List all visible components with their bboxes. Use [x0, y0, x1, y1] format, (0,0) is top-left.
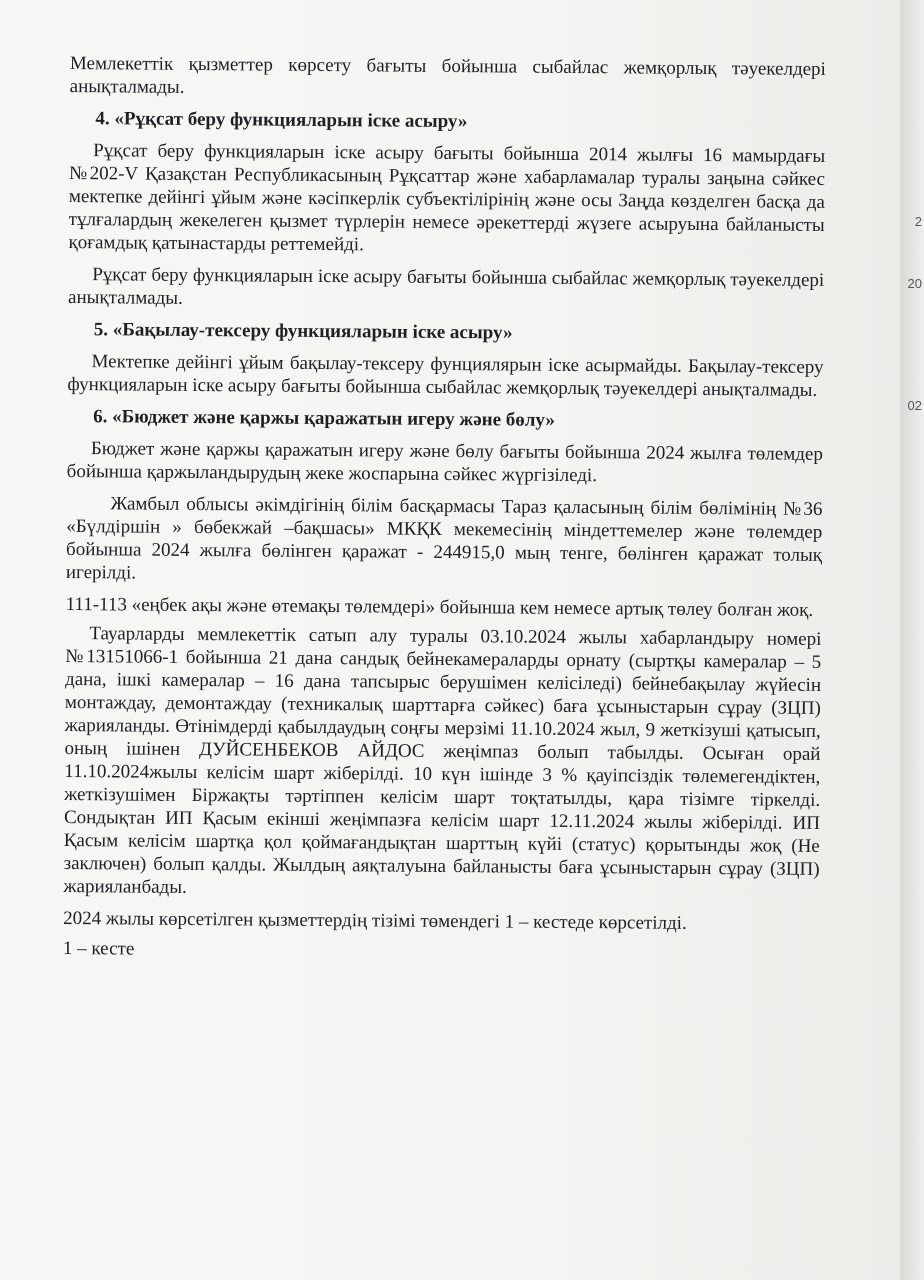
edge-mark: 20: [907, 276, 922, 291]
paragraph-funding: Жамбыл облысы әкімдігінің білім басқармасы Тараз қаласының білім бөлімінің №36 «Бүлдіршін » бөбекжай –бақшасы» МКҚК мекемесінің міндеттемелер және төлемдер бойынша 2024 жылға бөлінген қаражат - 244915,0 мың тенге, бөлінген қаражат толық игерілді.: [65, 493, 823, 584]
paragraph-budget: Бюджет және қаржы қаражатын игеру және бөлу бағыты бойынша 2024 жылға төлемдер бойынша қаржыландырудың жеке жоспарына сәйкес жүргізіледі.: [66, 438, 823, 487]
adjacent-page-edge: [900, 0, 924, 1280]
paragraph-procurement: Тауарларды мемлекеттік сатып алу туралы 03.10.2024 жылы хабарландыру номері №13151066-1 бойынша 21 дана сандық бейнекамераларды орнату (сыртқы камералар – 5 дана, ішкі камералар – 16 дана тапсырыс берушімен келісіледі) бейнебақылау жүйесін монтаждау, демонтаждау (техникалық шарттарға сәйкес) баға ұсыныстарын сұрау (ЗЦП) жарияланды. Өтінімдерді қабылдаудың соңғы мерзімі 11.10.2024 жыл, 9 жеткізуші қатысып, оның ішінен ДУЙСЕНБЕКОВ АЙДОС жеңімпаз болып табылды. Осыған орай 11.10.2024жылы келісім шарт жіберілді. 10 күн ішінде 3 % қауіпсіздік төлемегендіктен, жеткізушімен Біржақты тәртіппен келісім шарт тоқтатылды, қара тізімге тіркелді. Сондықтан ИП Қасым екінші жеңімпазға келісім шарт 12.11.2024 жылы жіберілді. ИП Қасым келісім шартқа қол қоймағандықтан шарттың күйі (статус) қорытынды жоқ (Не заключен) болып қалды. Жылдың аяқталуына байланысты баға ұсыныстарын сұрау (ЗЦП) жарияланбады.: [63, 623, 822, 898]
heading-section-4: 4. «Рұқсат беру функцияларын іске асыру»: [95, 108, 468, 133]
heading-section-6: 6. «Бюджет және қаржы қаражатын игеру және бөлу»: [93, 406, 556, 431]
heading-section-5: 5. «Бақылау-тексеру функцияларын іске асыру»: [93, 319, 513, 344]
edge-mark: 2: [914, 214, 922, 229]
paragraph-services-list: 2024 жылы көрсетілген қызметтердің тізімі төмендегі 1 – кестеде көрсетілді.: [63, 907, 687, 934]
edge-mark: 02: [907, 398, 922, 413]
paragraph-permits-law: Рұқсат беру функцияларын іске асыру бағыты бойынша 2014 жылғы 16 мамырдағы №202-V Қазақстан Республикасының Рұқсаттар және хабарламалар туралы заңына сәйкес мектепке дейінгі ұйым және кәсіпкерлік субъектілірінің және осы Заңда көзделген басқа да тұлғалардың жекелеген қызмет түрлерін немесе әрекеттерді жүзеге асыруына байланысты қоғамдық қатынастарды реттемейді.: [68, 140, 826, 256]
table-caption: 1 – кесте: [62, 937, 135, 960]
paragraph-control-functions: Мектепке дейінгі ұйым бақылау-тексеру фунциялярын іске асырмайды. Бақылау-тексеру функцияларын іске асыру бағыты бойынша сыбайлас жемқорлық тәуекелдері анықталмады.: [67, 351, 824, 401]
paragraph-public-services: Мемлекеттік қызметтер көрсету бағыты бойынша сыбайлас жемқорлық тәуекелдері анықталмады.: [69, 52, 826, 98]
paragraph-permits-risks: Рұқсат беру функцияларын іске асыру бағыты бойынша сыбайлас жемқорлық тәуекелдері анықталмады.: [67, 264, 825, 309]
document-body: [63, 52, 826, 973]
paragraph-salary: 111-113 «еңбек ақы және өтемақы төлемдері» бойынша кем немесе артық төлеу болған жоқ.: [65, 593, 814, 621]
